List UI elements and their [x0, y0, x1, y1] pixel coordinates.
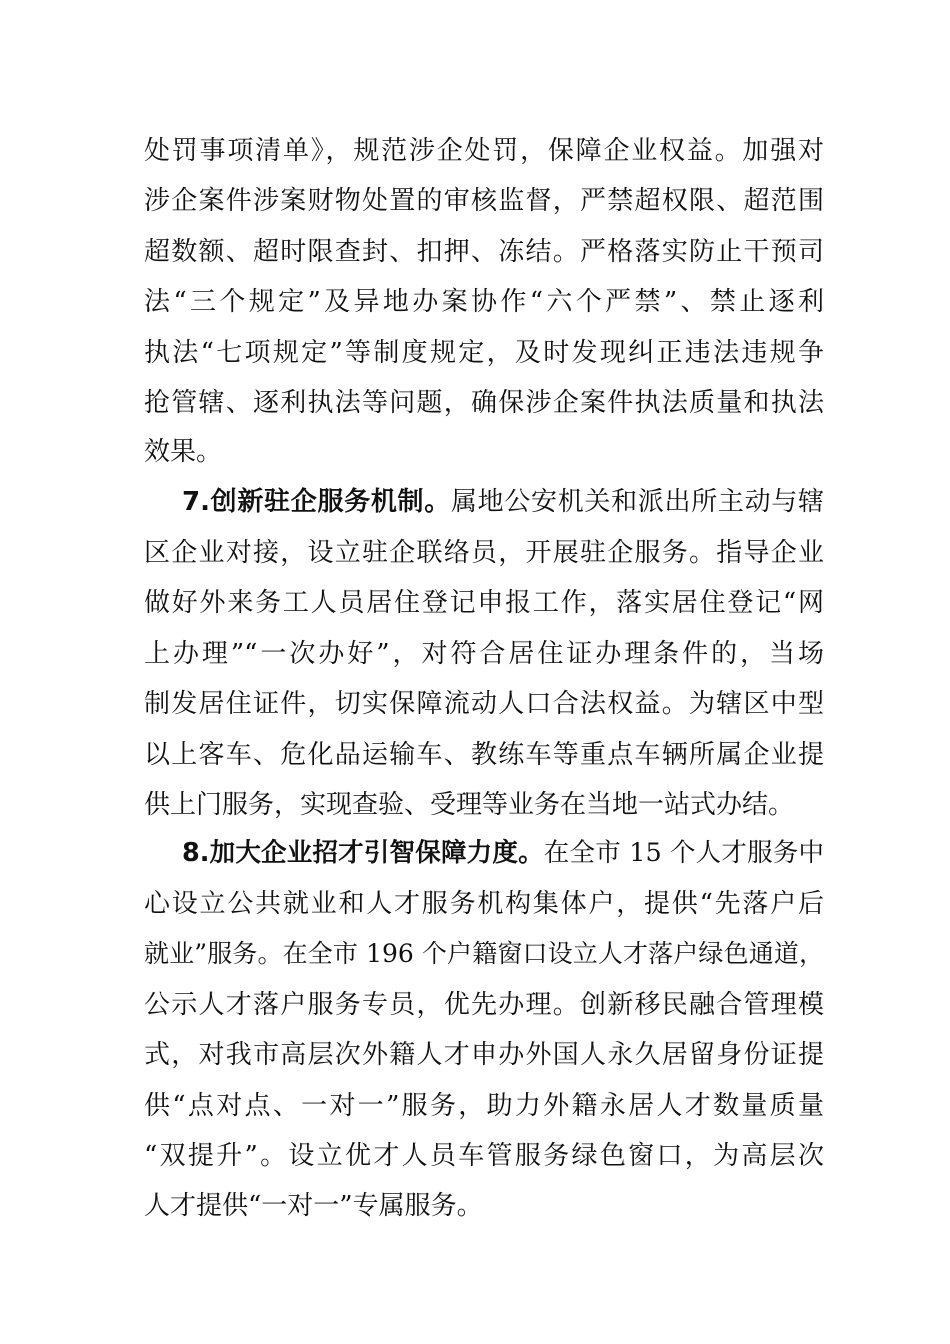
- body-text-line: 人才提供“一对一”专属服务。: [144, 1191, 483, 1221]
- body-text-line: 式，对我市高层次外籍人才申办外国人永久居留身份证提: [144, 1040, 824, 1070]
- body-text-line: 抢管辖、逐利执法等问题，确保涉企案件执法质量和执法: [144, 388, 824, 418]
- section-heading-8: 8.加大企业招才引智保障力度。: [182, 838, 544, 868]
- body-text-line: 执法“七项规定”等制度规定，及时发现纠正违法违规争: [144, 338, 824, 368]
- body-text-line: 超数额、超时限查封、扣押、冻结。严格落实防止干预司: [144, 237, 824, 267]
- body-text-fragment: 在全市 15 个人才服务中: [543, 838, 824, 868]
- body-text-line: 上办理”“一次办好”，对符合居住证办理条件的，当场: [144, 639, 824, 669]
- section-heading-7: 7.创新驻企服务机制。: [182, 487, 451, 517]
- body-text-line: “双提升”。设立优才人员车管服务绿色窗口，为高层次: [144, 1141, 824, 1171]
- body-text-line: 供“点对点、一对一”服务，助力外籍永居人才数量质量: [144, 1091, 824, 1121]
- body-text-line: 效果。: [144, 437, 223, 467]
- body-text-line: 做好外来务工人员居住登记申报工作，落实居住登记“网: [144, 588, 824, 618]
- body-text-line: 处罚事项清单》，规范涉企处罚，保障企业权益。加强对: [144, 136, 824, 166]
- body-text-line: 心设立公共就业和人才服务机构集体户，提供“先落户后: [144, 889, 824, 919]
- body-text-fragment: 属地公安机关和派出所主动与辖: [450, 487, 824, 517]
- body-text-line: 区企业对接，设立驻企联络员，开展驻企服务。指导企业: [144, 538, 824, 568]
- body-text-line: 就业”服务。在全市 196 个户籍窗口设立人才落户绿色通道，: [144, 939, 824, 968]
- body-text-line: 涉企案件涉案财物处置的审核监督，严禁超权限、超范围: [144, 186, 824, 216]
- body-text-line: 法“三个规定”及异地办案协作“六个严禁”、禁止逐利: [144, 287, 824, 317]
- body-text-line: 以上客车、危化品运输车、教练车等重点车辆所属企业提: [144, 740, 824, 770]
- body-text-line: 供上门服务，实现查验、受理等业务在当地一站式办结。: [144, 790, 795, 820]
- section-7-first-line: [182, 482, 824, 522]
- section-8-first-line: [182, 833, 824, 873]
- body-text-line: 制发居住证件，切实保障流动人口合法权益。为辖区中型: [144, 689, 824, 719]
- body-text-line: 公示人才落户服务专员，优先办理。创新移民融合管理模: [144, 990, 824, 1020]
